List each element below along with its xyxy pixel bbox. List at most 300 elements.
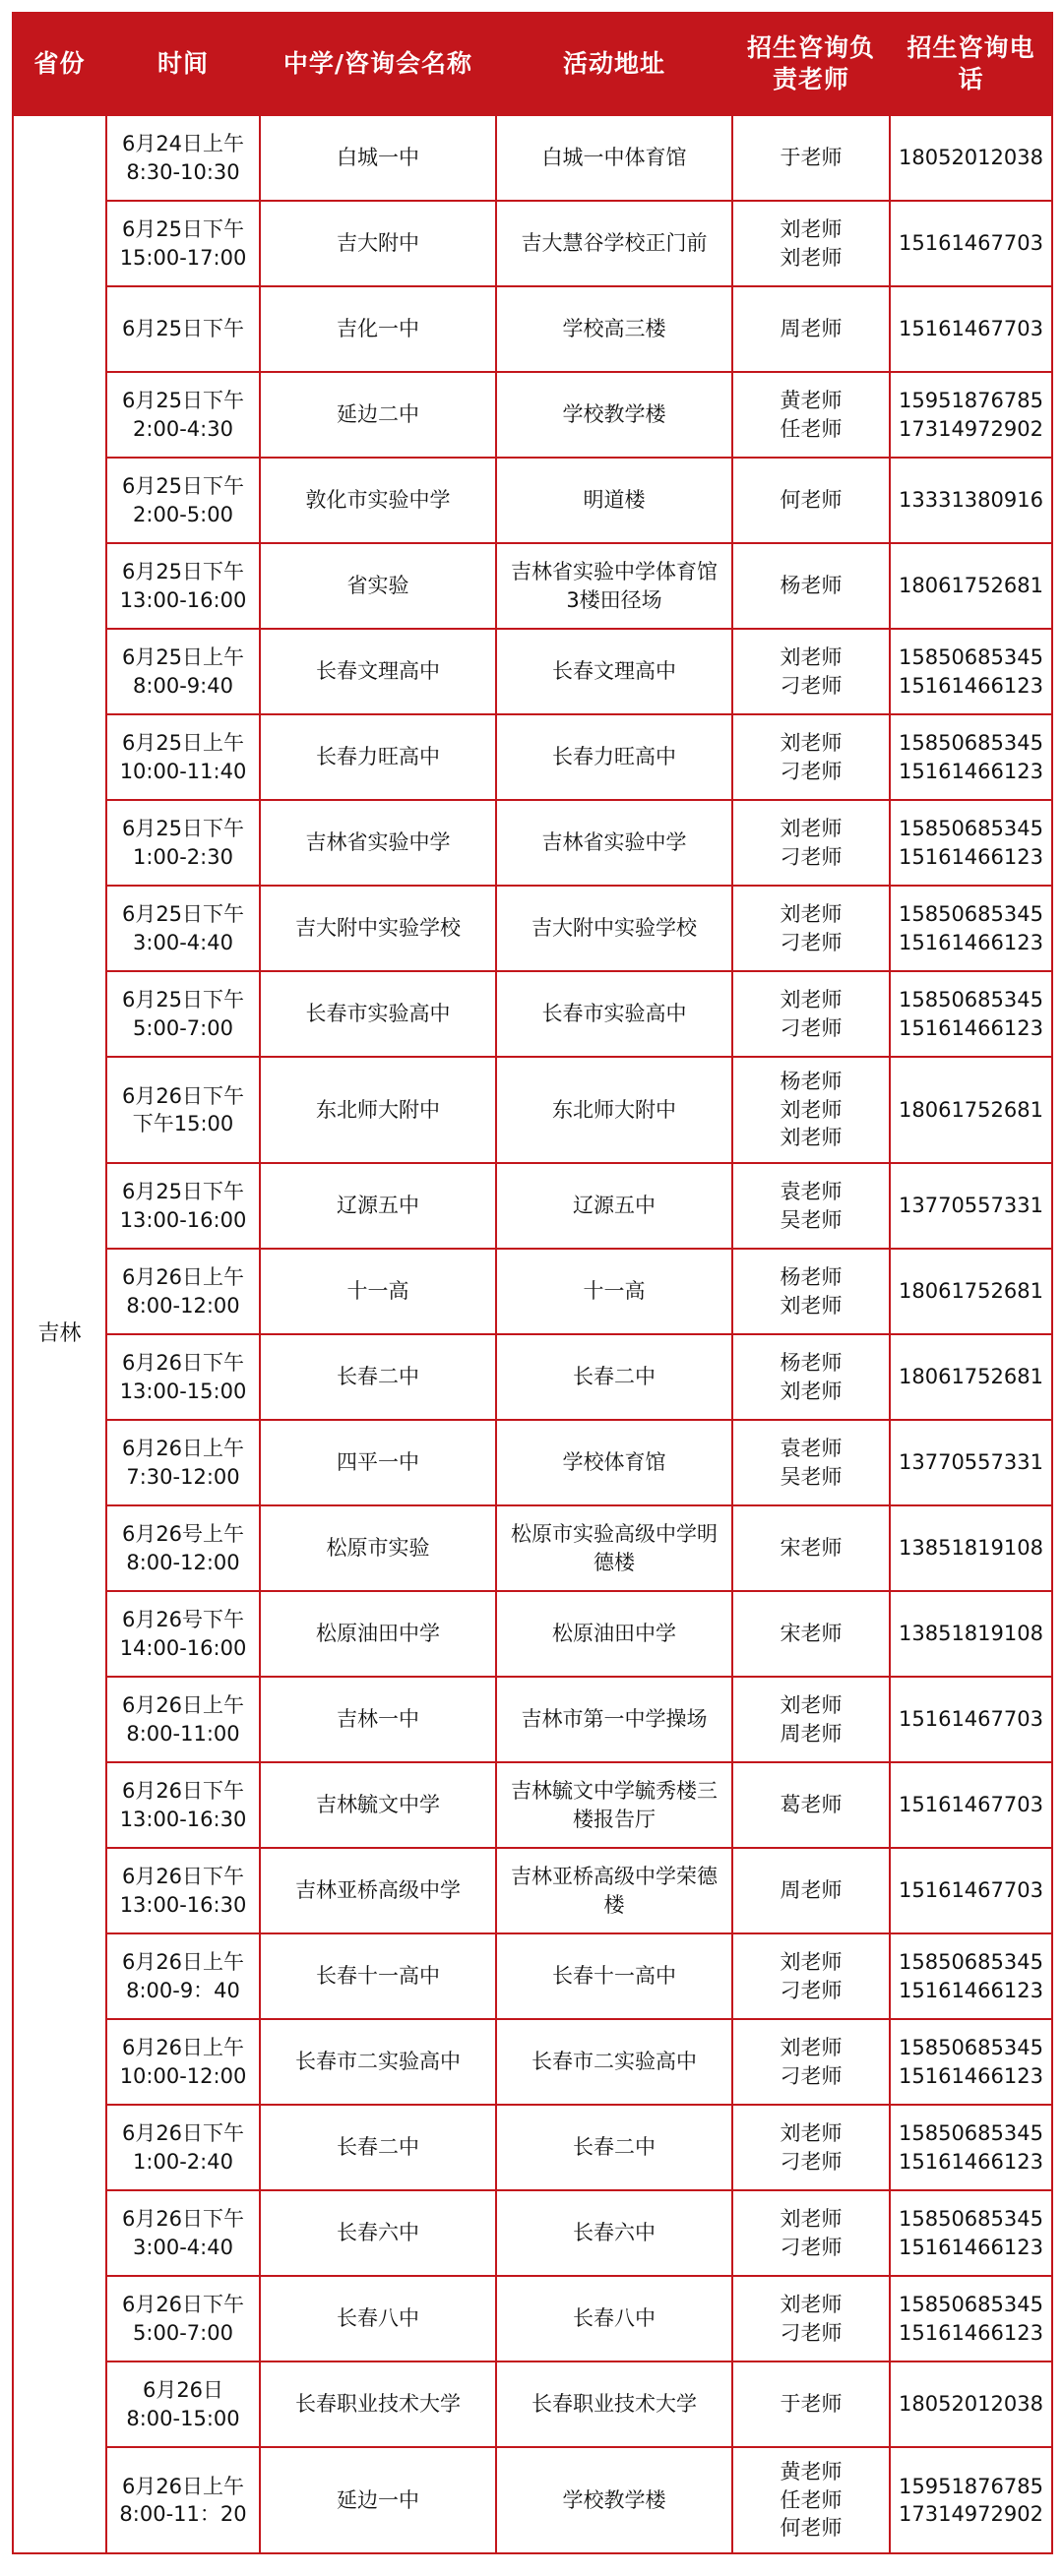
time-cell-line: 8:30-10:30 (126, 159, 240, 184)
school-cell (260, 1334, 496, 1420)
time-cell-line: 6月25日下午 (121, 389, 245, 413)
phone-cell (890, 1420, 1052, 1505)
phone-cell (890, 1933, 1052, 2019)
teacher-cell-line: 何老师 (780, 2516, 843, 2541)
phone-cell (890, 629, 1052, 714)
time-cell-line: 6月26日上午 (121, 1437, 245, 1461)
teacher-cell (732, 201, 890, 286)
phone-cell-line: 15951876785 (899, 389, 1043, 413)
teacher-cell (732, 1933, 890, 2019)
time-cell-line: 1:00-2:40 (133, 2149, 233, 2174)
teacher-cell-line: 袁老师 (780, 1180, 843, 1204)
school-cell (260, 2190, 496, 2276)
address-cell (496, 886, 732, 971)
school-cell-line: 吉林一中 (337, 1707, 419, 1732)
time-cell-line: 14:00-16:00 (119, 1635, 247, 1660)
teacher-cell (732, 886, 890, 971)
address-cell-line: 长春市实验高中 (541, 1002, 687, 1026)
address-cell-line: 十一高 (583, 1279, 646, 1304)
address-cell-line: 吉林省实验中学体育馆 (511, 560, 718, 584)
time-cell (106, 2276, 260, 2361)
address-cell (496, 1677, 732, 1762)
table-row (13, 800, 1052, 886)
teacher-cell (732, 372, 890, 458)
school-cell-line: 吉林省实验中学 (305, 830, 451, 855)
address-cell-line: 长春职业技术大学 (532, 2392, 697, 2417)
school-cell (260, 1057, 496, 1163)
phone-cell-line: 15850685345 (899, 2293, 1043, 2317)
address-cell (496, 1420, 732, 1505)
teacher-cell-line: 于老师 (780, 2392, 843, 2417)
time-cell-line: 6月26日下午 (121, 2207, 245, 2232)
address-cell-line: 长春二中 (573, 1365, 656, 1389)
teacher-cell-line: 刘老师 (780, 2207, 843, 2232)
school-cell (260, 1848, 496, 1933)
address-cell (496, 372, 732, 458)
phone-cell-line: 13770557331 (899, 1450, 1043, 1475)
address-cell-line: 吉大慧谷学校正门前 (521, 231, 708, 256)
time-cell-line: 3:00-4:40 (133, 2235, 233, 2259)
address-cell (496, 2019, 732, 2105)
phone-cell-line: 15161466123 (899, 2063, 1043, 2088)
phone-cell-line: 15161467703 (899, 231, 1043, 256)
phone-cell (890, 971, 1052, 1057)
school-cell (260, 1420, 496, 1505)
table-row (13, 115, 1052, 201)
table-row (13, 1677, 1052, 1762)
teacher-cell (732, 2190, 890, 2276)
time-cell (106, 1163, 260, 1249)
school-cell-line: 长春市实验高中 (305, 1002, 451, 1026)
time-cell (106, 1505, 260, 1591)
time-cell (106, 971, 260, 1057)
time-cell (106, 2190, 260, 2276)
time-cell-line: 2:00-5:00 (133, 502, 233, 526)
school-cell (260, 286, 496, 372)
address-cell-line: 松原市实验高级中学明 (511, 1522, 718, 1547)
address-cell-line: 吉林亚桥高级中学荣德 (511, 1865, 718, 1889)
time-cell-line: 6月26日下午 (121, 1083, 245, 1108)
school-cell (260, 629, 496, 714)
teacher-cell-line: 刘老师 (780, 1126, 843, 1150)
address-cell-line: 吉大附中实验学校 (532, 916, 697, 941)
school-cell (260, 2276, 496, 2361)
teacher-cell-line: 袁老师 (780, 1437, 843, 1461)
phone-cell-line: 18061752681 (899, 574, 1043, 598)
address-cell (496, 714, 732, 800)
address-cell (496, 1334, 732, 1420)
address-cell (496, 543, 732, 629)
school-cell (260, 2361, 496, 2447)
header-school: 中学/咨询会名称 (260, 13, 496, 115)
school-cell (260, 372, 496, 458)
time-cell-line: 6月25日下午 (121, 560, 245, 584)
address-cell-line: 长春市二实验高中 (532, 2050, 697, 2074)
teacher-cell-line: 周老师 (780, 317, 843, 341)
teacher-cell-line: 刁老师 (780, 930, 843, 954)
time-cell-line: 6月25日下午 (121, 817, 245, 841)
table-row (13, 1163, 1052, 1249)
address-cell (496, 286, 732, 372)
phone-cell (890, 1848, 1052, 1933)
address-cell-line: 学校教学楼 (562, 2487, 666, 2512)
table-row (13, 1334, 1052, 1420)
teacher-cell-line: 吴老师 (780, 1207, 843, 1232)
school-cell (260, 1591, 496, 1677)
teacher-cell-line: 杨老师 (780, 574, 843, 598)
time-cell-line: 15:00-17:00 (119, 245, 247, 270)
teacher-cell-line: 于老师 (780, 146, 843, 170)
time-cell-line: 3:00-4:40 (133, 930, 233, 954)
table-row (13, 1057, 1052, 1163)
teacher-cell-line: 刁老师 (780, 1978, 843, 2002)
teacher-cell (732, 1163, 890, 1249)
time-cell-line: 5:00-7:00 (133, 2320, 233, 2345)
time-cell (106, 543, 260, 629)
table-body (13, 115, 1052, 2553)
teacher-cell-line: 刘老师 (780, 731, 843, 756)
phone-cell-line: 18061752681 (899, 1365, 1043, 1389)
address-cell (496, 971, 732, 1057)
province-cell: 吉林 (13, 115, 106, 2553)
teacher-cell (732, 2019, 890, 2105)
time-cell (106, 1420, 260, 1505)
table-row (13, 1505, 1052, 1591)
time-cell-line: 1:00-2:30 (133, 844, 233, 869)
phone-cell (890, 1505, 1052, 1591)
table-row (13, 1420, 1052, 1505)
address-cell-line: 长春力旺高中 (552, 745, 676, 769)
school-cell-line: 吉林亚桥高级中学 (295, 1878, 461, 1903)
address-cell (496, 800, 732, 886)
teacher-cell-line: 杨老师 (780, 1070, 843, 1094)
address-cell (496, 2447, 732, 2553)
time-cell-line: 6月26日下午 (121, 2293, 245, 2317)
teacher-cell-line: 周老师 (780, 1878, 843, 1903)
time-cell (106, 1762, 260, 1848)
phone-cell-line: 13851819108 (899, 1536, 1043, 1561)
time-cell-line: 8:00-11:00 (126, 1721, 240, 1746)
teacher-cell-line: 何老师 (780, 488, 843, 513)
teacher-cell (732, 458, 890, 543)
phone-cell-line: 18052012038 (899, 2392, 1043, 2417)
phone-cell (890, 2361, 1052, 2447)
table-row (13, 2447, 1052, 2553)
time-cell-line: 6月26日上午 (121, 1950, 245, 1975)
address-cell-line: 德楼 (594, 1550, 635, 1574)
school-cell (260, 886, 496, 971)
teacher-cell-line: 宋老师 (780, 1622, 843, 1646)
time-cell-line: 6月25日下午 (121, 217, 245, 242)
phone-cell-line: 15161466123 (899, 844, 1043, 869)
time-cell (106, 714, 260, 800)
school-cell-line: 长春二中 (337, 2135, 419, 2160)
table-header (13, 13, 1052, 115)
table-row (13, 372, 1052, 458)
phone-cell-line: 17314972902 (899, 2502, 1043, 2526)
school-cell-line: 长春八中 (337, 2306, 419, 2331)
teacher-cell (732, 1249, 890, 1334)
phone-cell-line: 13331380916 (899, 488, 1043, 513)
school-cell-line: 东北师大附中 (316, 1097, 440, 1122)
table-row (13, 886, 1052, 971)
time-cell (106, 2019, 260, 2105)
phone-cell-line: 15161467703 (899, 1793, 1043, 1817)
schedule-table (12, 12, 1053, 2554)
teacher-cell-line: 刘老师 (780, 2293, 843, 2317)
time-cell-line: 6月26日下午 (121, 1779, 245, 1804)
school-cell-line: 辽源五中 (337, 1194, 419, 1218)
time-cell-line: 6月26日下午 (121, 2121, 245, 2146)
phone-cell (890, 1334, 1052, 1420)
time-cell-line: 6月25日下午 (121, 902, 245, 927)
phone-cell-line: 15161467703 (899, 1878, 1043, 1903)
table-row (13, 1933, 1052, 2019)
school-cell-line: 延边一中 (337, 2487, 419, 2512)
table-row (13, 1848, 1052, 1933)
table-row (13, 714, 1052, 800)
teacher-cell (732, 1677, 890, 1762)
time-cell-line: 8:00-15:00 (126, 2406, 240, 2430)
time-cell-line: 6月26日上午 (121, 2474, 245, 2498)
address-cell (496, 2361, 732, 2447)
address-cell-line: 吉林省实验中学 (541, 830, 687, 855)
phone-cell-line: 15161466123 (899, 2320, 1043, 2345)
address-cell-line: 吉林毓文中学毓秀楼三 (511, 1779, 718, 1804)
table-row (13, 1762, 1052, 1848)
phone-cell-line: 15161466123 (899, 1978, 1043, 2002)
time-cell-line: 10:00-12:00 (119, 2063, 247, 2088)
address-cell-line: 楼 (603, 1892, 625, 1917)
time-cell-line: 下午15:00 (132, 1112, 234, 1135)
time-cell (106, 372, 260, 458)
teacher-cell-line: 黄老师 (780, 389, 843, 413)
teacher-cell-line: 刘老师 (780, 217, 843, 242)
address-cell (496, 115, 732, 201)
phone-cell (890, 1591, 1052, 1677)
address-cell-line: 辽源五中 (573, 1194, 656, 1218)
school-cell (260, 2019, 496, 2105)
address-cell (496, 1505, 732, 1591)
address-cell (496, 629, 732, 714)
time-cell (106, 1057, 260, 1163)
time-cell-line: 7:30-12:00 (126, 1464, 240, 1489)
phone-cell (890, 1057, 1052, 1163)
teacher-cell (732, 1762, 890, 1848)
phone-cell-line: 15161467703 (899, 1707, 1043, 1732)
school-cell (260, 1677, 496, 1762)
time-cell (106, 1249, 260, 1334)
time-cell-line: 6月26日下午 (121, 1865, 245, 1889)
address-cell (496, 1249, 732, 1334)
time-cell-line: 6月26日上午 (121, 1265, 245, 1290)
teacher-cell-line: 葛老师 (780, 1793, 843, 1817)
address-cell-line: 长春十一高中 (552, 1964, 676, 1989)
table-row (13, 1591, 1052, 1677)
teacher-cell (732, 1057, 890, 1163)
school-cell-line: 长春二中 (337, 1365, 419, 1389)
phone-cell (890, 543, 1052, 629)
teacher-cell-line: 刘老师 (780, 645, 843, 670)
phone-cell-line: 15161466123 (899, 673, 1043, 698)
school-cell-line: 吉大附中实验学校 (295, 916, 461, 941)
phone-cell-line: 17314972902 (899, 416, 1043, 441)
table-row (13, 1249, 1052, 1334)
time-cell (106, 1933, 260, 2019)
address-cell-line: 明道楼 (583, 488, 646, 513)
teacher-cell-line: 刘老师 (780, 1097, 843, 1122)
address-cell-line: 长春八中 (573, 2306, 656, 2331)
phone-cell-line: 13770557331 (899, 1194, 1043, 1218)
phone-cell (890, 2276, 1052, 2361)
table-row (13, 2276, 1052, 2361)
teacher-cell (732, 115, 890, 201)
teacher-cell-line: 任老师 (780, 416, 843, 441)
header-row (13, 13, 1052, 115)
phone-cell-line: 15850685345 (899, 2121, 1043, 2146)
phone-cell-line: 15161466123 (899, 1015, 1043, 1040)
time-cell-line: 2:00-4:30 (133, 416, 233, 441)
phone-cell-line: 15850685345 (899, 1950, 1043, 1975)
address-cell-line: 吉林市第一中学操场 (521, 1707, 708, 1732)
teacher-cell-line: 刘老师 (780, 1293, 843, 1318)
time-cell-line: 6月25日下午 (121, 1180, 245, 1204)
teacher-cell (732, 2447, 890, 2553)
teacher-cell-line: 任老师 (780, 2487, 843, 2512)
school-cell-line: 延边二中 (337, 402, 419, 427)
address-cell (496, 2276, 732, 2361)
time-cell-line: 6月26日下午 (121, 1351, 245, 1376)
phone-cell (890, 1249, 1052, 1334)
school-cell-line: 吉林毓文中学 (316, 1793, 440, 1817)
table-row (13, 2361, 1052, 2447)
phone-cell-line: 15850685345 (899, 902, 1043, 927)
teacher-cell-line: 黄老师 (780, 2460, 843, 2484)
time-cell (106, 2447, 260, 2553)
address-cell-line: 3楼田径场 (566, 587, 662, 612)
address-cell-line: 长春六中 (573, 2221, 656, 2245)
school-cell-line: 长春市二实验高中 (295, 2050, 461, 2074)
phone-cell-line: 15850685345 (899, 731, 1043, 756)
time-cell (106, 1334, 260, 1420)
teacher-cell-line: 刘老师 (780, 817, 843, 841)
phone-cell (890, 2190, 1052, 2276)
school-cell (260, 1762, 496, 1848)
school-cell-line: 吉化一中 (337, 317, 419, 341)
teacher-cell (732, 1848, 890, 1933)
header-time: 时间 (106, 13, 260, 115)
phone-cell (890, 115, 1052, 201)
address-cell (496, 1163, 732, 1249)
school-cell (260, 201, 496, 286)
time-cell-line: 8:00-12:00 (126, 1293, 240, 1318)
time-cell (106, 201, 260, 286)
time-cell (106, 800, 260, 886)
time-cell (106, 1848, 260, 1933)
phone-cell (890, 372, 1052, 458)
phone-cell-line: 18061752681 (899, 1279, 1043, 1304)
phone-cell-line: 18061752681 (899, 1097, 1043, 1122)
school-cell-line: 四平一中 (337, 1450, 419, 1475)
phone-cell (890, 800, 1052, 886)
teacher-cell-line: 刘老师 (780, 1950, 843, 1975)
table-row (13, 971, 1052, 1057)
school-cell-line: 敦化市实验中学 (305, 488, 451, 513)
phone-cell-line: 15161466123 (899, 2235, 1043, 2259)
address-cell-line: 长春二中 (573, 2135, 656, 2160)
school-cell (260, 714, 496, 800)
phone-cell-line: 15161467703 (899, 317, 1043, 341)
phone-cell-line: 18052012038 (899, 146, 1043, 170)
school-cell (260, 2447, 496, 2553)
phone-cell (890, 286, 1052, 372)
teacher-cell-line: 刁老师 (780, 673, 843, 698)
address-cell-line: 楼报告厅 (573, 1807, 656, 1831)
teacher-cell (732, 2361, 890, 2447)
time-cell-line: 8:00-12:00 (126, 1550, 240, 1574)
teacher-cell-line: 刘老师 (780, 1693, 843, 1718)
school-cell (260, 543, 496, 629)
time-cell-line: 13:00-16:30 (119, 1892, 247, 1917)
time-cell-line: 8:00-9:40 (133, 673, 233, 698)
address-cell-line: 东北师大附中 (552, 1097, 676, 1122)
teacher-cell-line: 吴老师 (780, 1464, 843, 1489)
teacher-cell (732, 629, 890, 714)
header-teacher: 招生咨询负责老师 (732, 13, 890, 115)
teacher-cell (732, 714, 890, 800)
time-cell-line: 6月25日上午 (121, 731, 245, 756)
table-row (13, 543, 1052, 629)
time-cell (106, 1677, 260, 1762)
time-cell-line: 13:00-16:30 (119, 1807, 247, 1831)
teacher-cell-line: 杨老师 (780, 1265, 843, 1290)
time-cell (106, 629, 260, 714)
time-cell-line: 6月25日下午 (121, 317, 245, 341)
teacher-cell (732, 2276, 890, 2361)
teacher-cell-line: 刘老师 (780, 2121, 843, 2146)
school-cell-line: 松原油田中学 (316, 1622, 440, 1646)
time-cell (106, 2105, 260, 2190)
address-cell-line: 学校高三楼 (562, 317, 666, 341)
teacher-cell-line: 宋老师 (780, 1536, 843, 1561)
teacher-cell (732, 286, 890, 372)
teacher-cell-line: 刘老师 (780, 245, 843, 270)
address-cell-line: 学校教学楼 (562, 402, 666, 427)
time-cell-line: 6月24日上午 (121, 132, 245, 156)
time-cell-line: 6月26号上午 (121, 1522, 245, 1547)
teacher-cell-line: 刁老师 (780, 2063, 843, 2088)
school-cell-line: 长春六中 (337, 2221, 419, 2245)
teacher-cell-line: 刁老师 (780, 1015, 843, 1040)
phone-cell-line: 15951876785 (899, 2474, 1043, 2498)
table-row (13, 2019, 1052, 2105)
table-row (13, 2190, 1052, 2276)
school-cell (260, 800, 496, 886)
phone-cell (890, 1677, 1052, 1762)
address-cell (496, 1591, 732, 1677)
address-cell (496, 2105, 732, 2190)
teacher-cell (732, 1420, 890, 1505)
school-cell-line: 白城一中 (337, 146, 419, 170)
teacher-cell (732, 1334, 890, 1420)
phone-cell-line: 15850685345 (899, 2207, 1043, 2232)
phone-cell-line: 13851819108 (899, 1622, 1043, 1646)
phone-cell-line: 15161466123 (899, 2149, 1043, 2174)
phone-cell (890, 714, 1052, 800)
time-cell (106, 2361, 260, 2447)
teacher-cell (732, 1505, 890, 1591)
teacher-cell-line: 刁老师 (780, 844, 843, 869)
